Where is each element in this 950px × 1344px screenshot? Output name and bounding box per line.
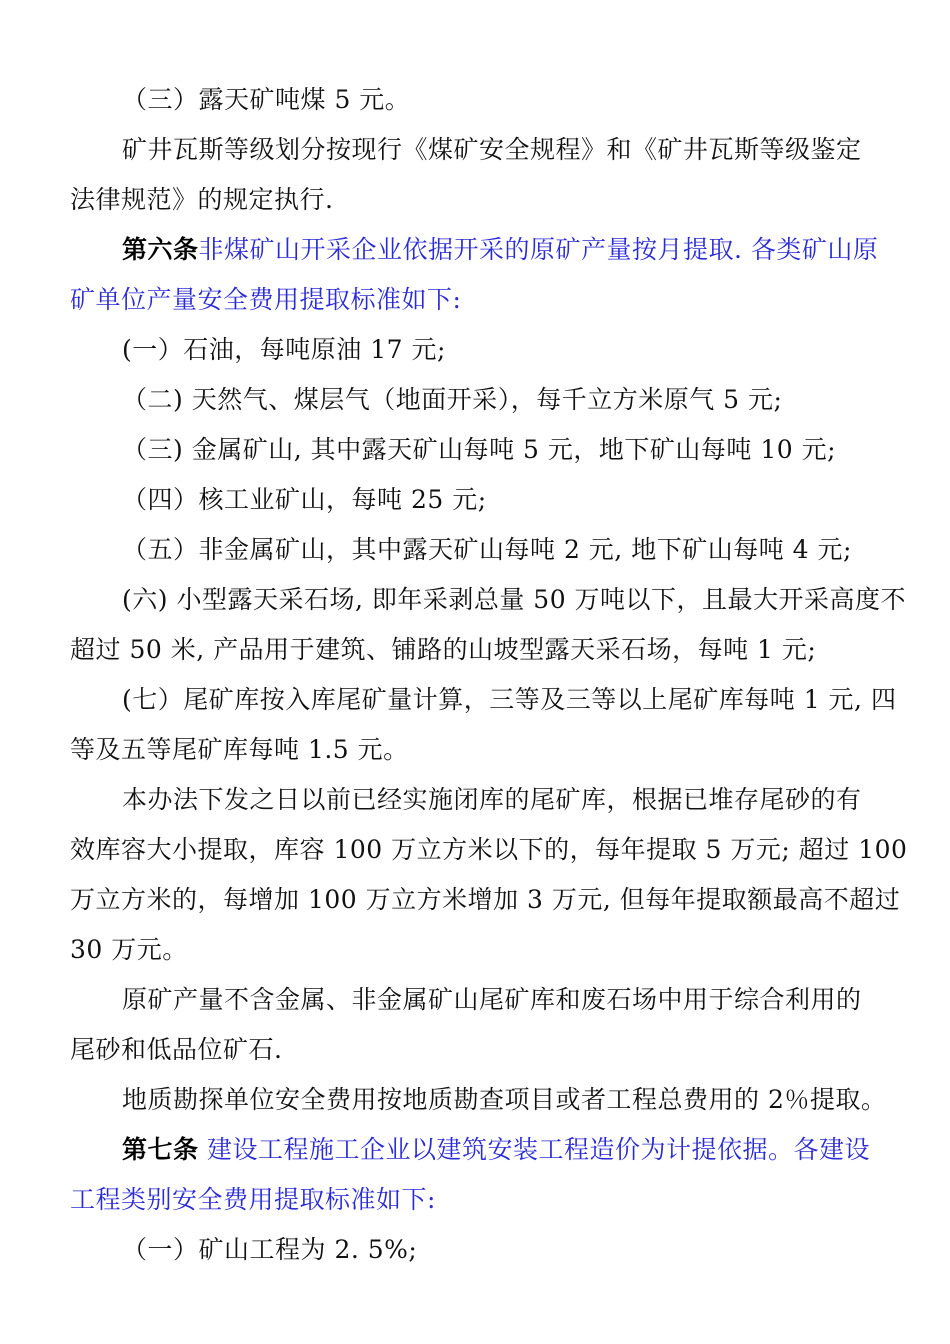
paragraph-line <box>122 132 862 168</box>
line-text: 建设工程施工企业以建筑安装工程造价为计提依据。各建设 <box>198 1135 870 1164</box>
list-item <box>122 482 487 518</box>
line-text: 原矿产量不含金属、非金属矿山尾矿库和废石场中用于综合利用的 <box>122 985 862 1014</box>
line-text: （五）非金属矿山，其中露天矿山每吨 2 元, 地下矿山每吨 4 元; <box>122 535 852 564</box>
line-text: 30 万元。 <box>70 935 188 964</box>
list-item <box>122 1232 417 1268</box>
list-item <box>122 382 782 418</box>
line-text: 地质勘探单位安全费用按地质勘查项目或者工程总费用的 2％提取。 <box>122 1085 887 1114</box>
paragraph-line <box>122 82 410 118</box>
line-text: 矿单位产量安全费用提取标准如下: <box>70 285 462 314</box>
line-text: 效库容大小提取，库容 100 万立方米以下的，每年提取 5 万元; 超过 100 <box>70 835 908 864</box>
article-number: 第七条 <box>122 1135 199 1164</box>
paragraph-line <box>70 882 900 918</box>
paragraph-line <box>70 632 816 668</box>
line-text: 等及五等尾矿库每吨 1.5 元。 <box>70 735 409 764</box>
line-text: （三）露天矿吨煤 5 元。 <box>122 85 411 114</box>
line-text: 尾砂和低品位矿石. <box>70 1035 283 1064</box>
paragraph-line <box>70 832 907 868</box>
list-item <box>122 332 446 368</box>
line-text: （三) 金属矿山, 其中露天矿山每吨 5 元，地下矿山每吨 10 元; <box>122 435 837 464</box>
list-item <box>122 532 852 568</box>
paragraph-line <box>70 1182 436 1218</box>
list-item <box>122 682 896 718</box>
line-text: （二) 天然气、煤层气（地面开采），每千立方米原气 5 元; <box>122 385 783 414</box>
article-heading-line <box>122 1132 870 1168</box>
list-item <box>122 582 906 618</box>
line-text: 万立方米的，每增加 100 万立方米增加 3 万元, 但每年提取额最高不超过 <box>70 885 901 914</box>
paragraph-line <box>122 782 862 818</box>
article-heading-line <box>122 232 878 268</box>
line-text: 超过 50 米, 产品用于建筑、铺路的山坡型露天采石场，每吨 1 元; <box>70 635 817 664</box>
paragraph-line <box>70 732 409 768</box>
list-item <box>122 432 836 468</box>
line-text: (六) 小型露天采石场, 即年采剥总量 50 万吨以下，且最大开采高度不 <box>122 585 907 614</box>
line-text: 本办法下发之日以前已经实施闭库的尾矿库，根据已堆存尾砂的有 <box>122 785 862 814</box>
paragraph-line <box>70 282 461 318</box>
line-text: （一）矿山工程为 2. 5%; <box>122 1235 418 1264</box>
paragraph-line <box>70 182 333 218</box>
paragraph-line <box>70 1032 282 1068</box>
line-text: (一）石油，每吨原油 17 元; <box>122 335 446 364</box>
line-text: (七）尾矿库按入库尾矿量计算，三等及三等以上尾矿库每吨 1 元, 四 <box>122 685 897 714</box>
article-number: 第六条 <box>122 235 199 264</box>
line-text: 法律规范》的规定执行. <box>70 185 334 214</box>
line-text: （四）核工业矿山，每吨 25 元; <box>122 485 487 514</box>
paragraph-line <box>122 982 862 1018</box>
paragraph-line <box>70 932 188 968</box>
line-text: 工程类别安全费用提取标准如下: <box>70 1185 436 1214</box>
line-text: 非煤矿山开采企业依据开采的原矿产量按月提取. 各类矿山原 <box>198 235 879 264</box>
paragraph-line <box>122 1082 886 1118</box>
line-text: 矿井瓦斯等级划分按现行《煤矿安全规程》和《矿井瓦斯等级鉴定 <box>122 135 862 164</box>
